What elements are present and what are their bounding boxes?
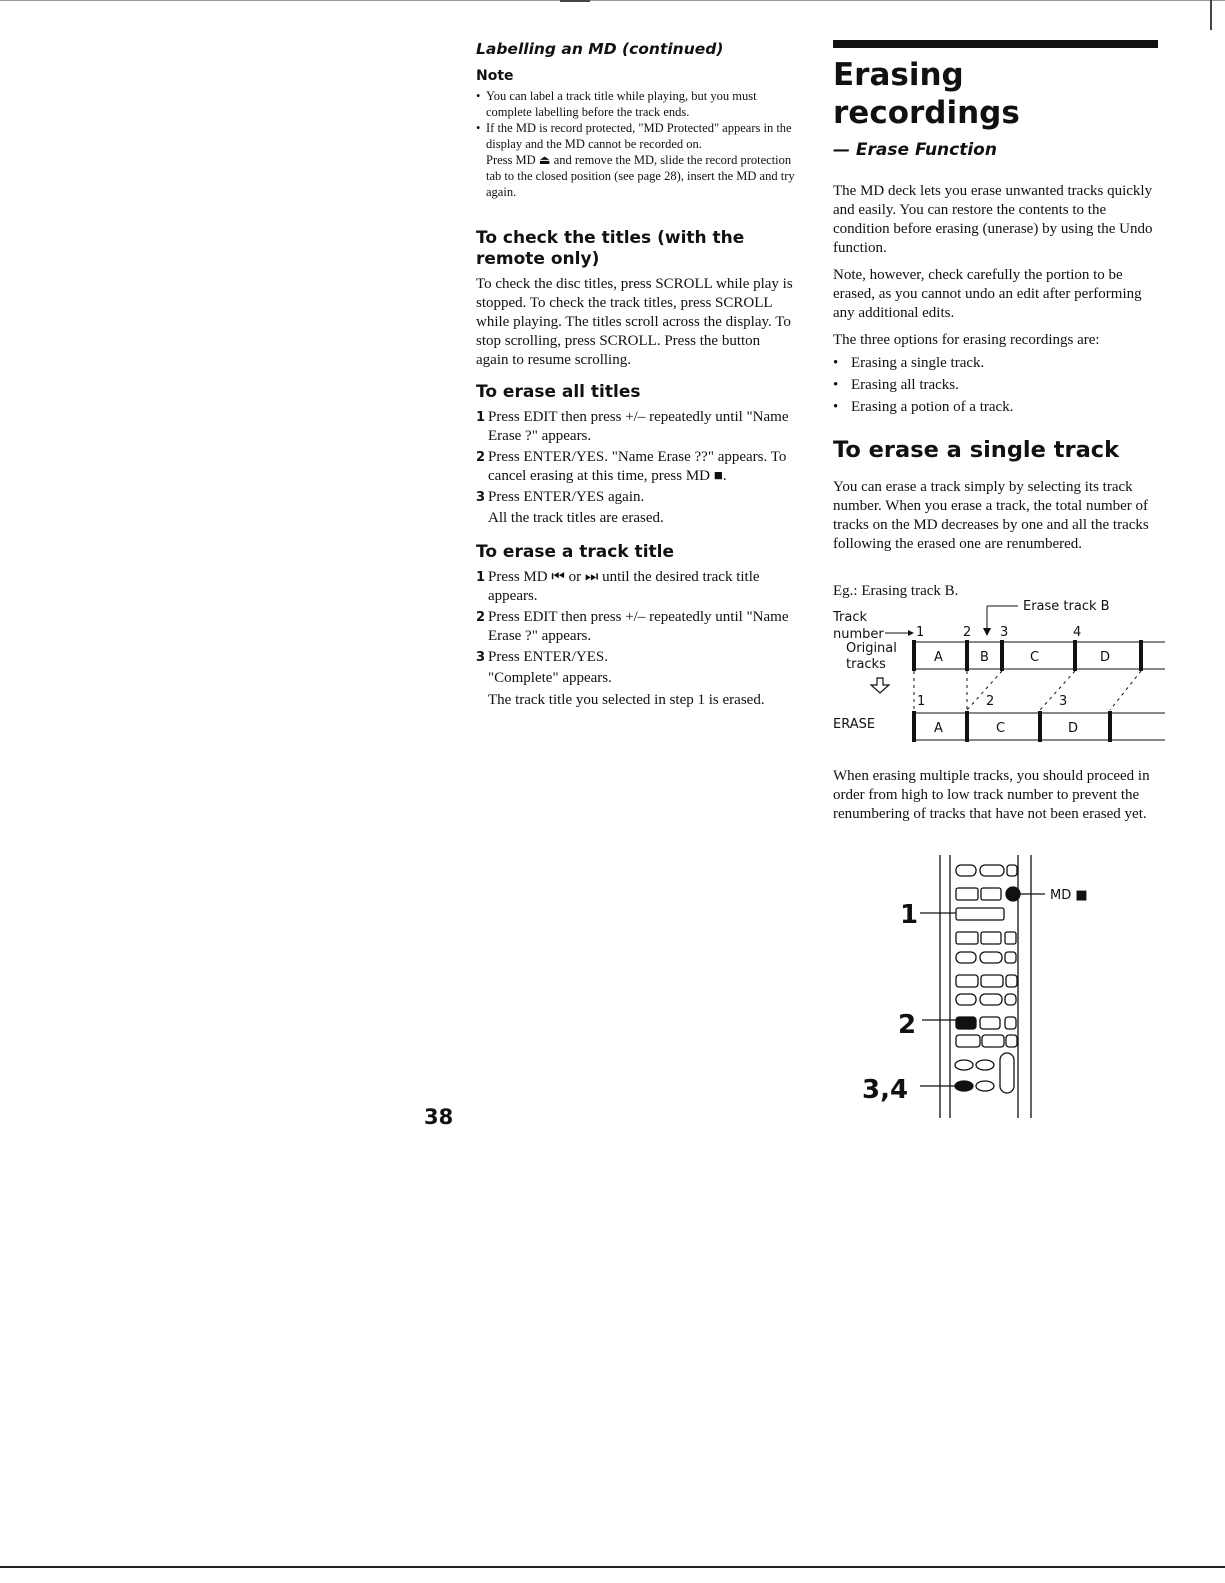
heading-rule: [833, 40, 1158, 48]
erase-track-title-steps: [476, 568, 796, 710]
new-track-number: 2: [986, 694, 995, 709]
bullet-icon: •: [476, 89, 481, 103]
option-item: • Erasing all tracks.: [833, 374, 1158, 396]
options-intro: The three options for erasing recordings are:: [833, 332, 1100, 348]
orig-block: D: [1100, 650, 1111, 665]
step-result: "Complete" appears.: [488, 670, 612, 686]
erase-single-heading: To erase a single track: [833, 437, 1120, 463]
multi-erase-note: When erasing multiple tracks, you should proceed in order from high to low track number to prevent the renumbering of tracks that have not been erased yet.: [833, 768, 1150, 822]
options-list: [833, 352, 1158, 418]
erase-track-title-heading: To erase a track title: [476, 542, 674, 562]
erase-all-steps: [476, 408, 796, 528]
callout-1: 1: [900, 900, 919, 930]
right-column: [833, 40, 1158, 609]
erase-row-label: ERASE: [833, 717, 876, 732]
note-item: • You can label a track title while playing, but you must complete labelling before the track ends.: [476, 89, 757, 119]
scan-edge: [560, 0, 590, 2]
scan-edge: [1210, 0, 1212, 30]
page-title: Erasing recordings: [833, 57, 1020, 131]
orig-block: C: [1030, 650, 1040, 665]
erase-track-b-label: Erase track B: [1023, 599, 1110, 614]
step: 3 Press ENTER/YES.: [476, 649, 608, 665]
left-column: [476, 40, 796, 724]
orig-track-number: 4: [1073, 625, 1082, 640]
erase-all-heading: To erase all titles: [476, 382, 641, 402]
page-subtitle: — Erase Function: [833, 140, 997, 160]
track-label: Track: [833, 610, 868, 625]
scan-edge: [0, 0, 1225, 1]
intro-paragraph: The MD deck lets you erase unwanted tracks quickly and easily. You can restore the contents to the condition before erasing (unerase) by using the Undo function.: [833, 183, 1153, 256]
step-result: All the track titles are erased.: [488, 510, 664, 526]
page-number: 38: [424, 1105, 454, 1129]
bullet-icon: •: [833, 377, 839, 393]
bullet-icon: •: [833, 355, 839, 371]
callout-3-4: 3,4: [862, 1075, 909, 1105]
tracks-label: tracks: [846, 657, 886, 672]
bullet-icon: •: [476, 121, 481, 135]
erase-single-body: You can erase a track simply by selecting its track number. When you erase a track, the total number of tracks on the MD decreases by one and all the tracks following the erased one are renumbered.: [833, 479, 1149, 552]
note-paragraph: Note, however, check carefully the portion to be erased, as you cannot undo an edit after performing any additional edits.: [833, 267, 1142, 321]
erase-example: Eg.: Erasing track B.: [833, 583, 959, 599]
option-item: • Erasing a single track.: [833, 352, 1158, 374]
step: 1 Press EDIT then press +/– repeatedly until "Name Erase ?" appears.: [476, 409, 789, 444]
new-track-number: 3: [1059, 694, 1068, 709]
check-titles-body: To check the disc titles, press SCROLL while play is stopped. To check the track titles, press SCROLL while playing. The titles scroll across the display. To stop scrolling, press SCROLL. Press the button again to resume scrolling.: [476, 276, 793, 368]
orig-track-number: 2: [963, 625, 972, 640]
bullet-icon: •: [833, 399, 839, 415]
arrow-down-icon: [983, 628, 991, 636]
erase-track-diagram: [830, 592, 1170, 752]
step: 2 Press EDIT then press +/– repeatedly until "Name Erase ?" appears.: [476, 609, 789, 644]
remote-control-illustration: [860, 855, 1120, 1120]
step: 1 Press MD ⏮ or ⏭ until the desired track title appears.: [476, 569, 760, 604]
option-item: • Erasing a potion of a track.: [833, 396, 1158, 418]
note-sub-text: Press MD ⏏ and remove the MD, slide the record protection tab to the closed position (see page 28), insert the MD and try again.: [486, 153, 795, 199]
orig-block: B: [980, 650, 989, 665]
new-block: A: [934, 721, 943, 736]
callout-2: 2: [898, 1010, 917, 1040]
section-continued-title: Labelling an MD (continued): [476, 40, 724, 58]
hollow-down-arrow-icon: [871, 678, 889, 693]
new-track-number: 1: [917, 694, 926, 709]
orig-track-number: 1: [916, 625, 925, 640]
orig-track-number: 3: [1000, 625, 1009, 640]
scan-edge: [0, 1566, 1225, 1568]
new-block: D: [1068, 721, 1079, 736]
new-block: C: [996, 721, 1006, 736]
orig-block: A: [934, 650, 943, 665]
check-titles-heading: To check the titles (with the remote only): [476, 228, 745, 269]
note-heading: Note: [476, 68, 514, 84]
arrow-right-icon: [908, 630, 914, 636]
note-list: [476, 88, 796, 152]
original-label: Original: [846, 641, 897, 656]
number-label: number: [833, 627, 884, 642]
note-item: • If the MD is record protected, "MD Protected" appears in the display and the MD cannot be recorded on.: [476, 121, 792, 151]
step-result: The track title you selected in step 1 is erased.: [488, 692, 765, 708]
md-stop-label: MD ■: [1050, 888, 1088, 903]
step: 3 Press ENTER/YES again.: [476, 489, 645, 505]
step: 2 Press ENTER/YES. "Name Erase ??" appears. To cancel erasing at this time, press MD ■.: [476, 449, 787, 484]
